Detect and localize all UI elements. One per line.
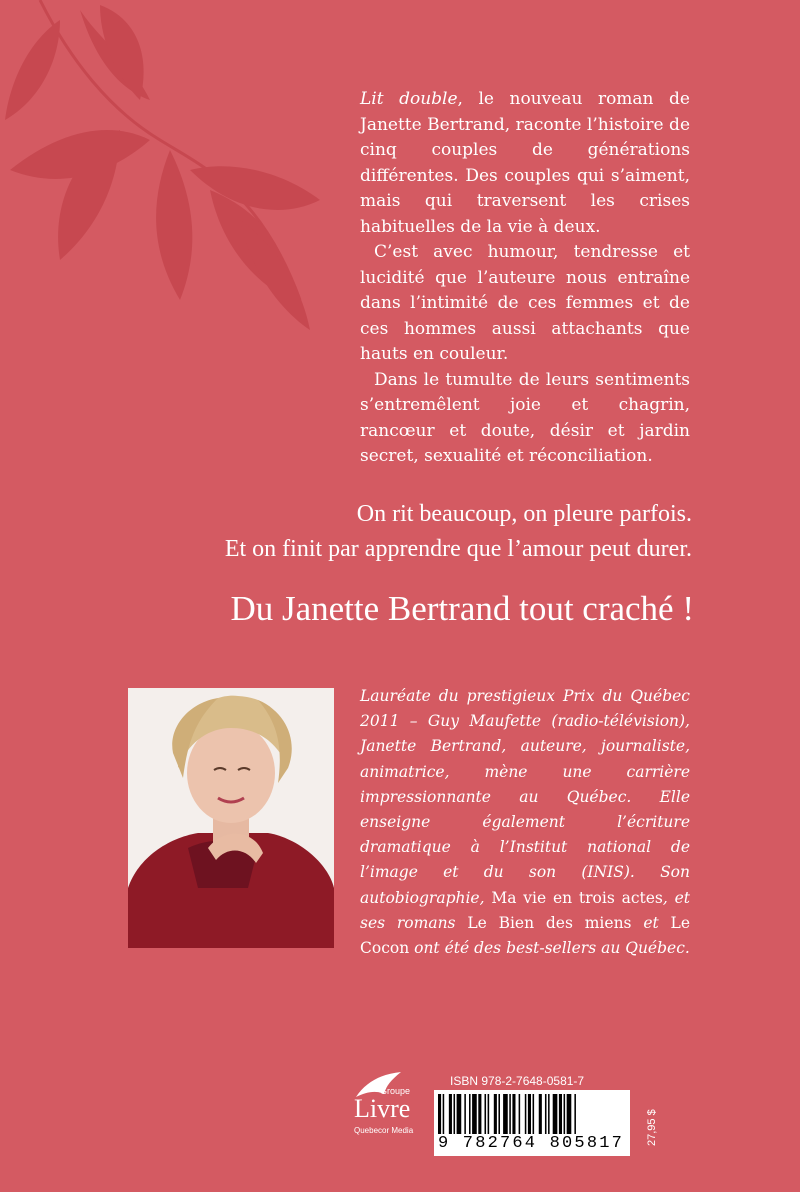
barcode-bar [559, 1094, 562, 1134]
barcode-bar [457, 1094, 462, 1134]
publisher-logo: Groupe Livre Quebecor Media [344, 1072, 424, 1142]
synopsis-paragraph-2: C’est avec humour, tendresse et lucidité que l’auteure nous entraîne dans l’intimité de ces femmes et de ces hommes aussi attachants que hauts en couleur. [360, 242, 690, 364]
barcode-bar [494, 1094, 497, 1134]
barcode-bar [574, 1094, 576, 1134]
barcode-bar [454, 1094, 456, 1134]
synopsis-paragraph-1: Lit double, le nouveau roman de Janette Bertrand, raconte l’histoire de cinq couples de générations différentes. Des couples qui s’aiment, mais qui traversent les crises habituelles de la vie à deux. [360, 89, 690, 237]
book-title: Lit double [360, 89, 458, 109]
synopsis-paragraph-3: Dans le tumulte de leurs sentiments s’entremêlent joie et chagrin, rancœur et doute, désir et jardin secret, sexualité et réconciliation. [360, 369, 690, 466]
barcode-bar [478, 1094, 481, 1134]
barcode-bar [512, 1094, 515, 1134]
price-label: 27,95 $ [646, 1109, 658, 1146]
barcode-bar [498, 1094, 500, 1134]
barcode-bar [548, 1094, 550, 1134]
barcode-bar [488, 1094, 490, 1134]
tagline [225, 497, 692, 567]
barcode-bar [509, 1094, 511, 1134]
barcode-bar [564, 1094, 566, 1134]
tagline-line-2: Et on finit par apprendre que l’amour peut durer. [224, 536, 692, 562]
barcode [434, 1090, 630, 1156]
author-bio: Lauréate du prestigieux Prix du Québec 2011 – Guy Maufette (radio-télévision), Janette Bertrand, auteure, journaliste, animatrice, mène une carrière impressionnante au Québec. Elle enseigne également l’écriture dramatique à l’Institut national de l’image et du son (INIS). Son autobiographie, Ma vie en trois actes, et ses romans Le Bien des miens et Le Cocon ont été des best-sellers au Québec. [360, 687, 690, 958]
synopsis-text [360, 87, 690, 470]
barcode-bar [539, 1094, 542, 1134]
tagline-line-1: On rit beaucoup, on pleure parfois. [356, 501, 692, 527]
barcode-bar [519, 1094, 521, 1134]
book-title-le-cocon: Le Cocon [360, 913, 690, 958]
barcode-bar [472, 1094, 477, 1134]
barcode-bar [553, 1094, 558, 1134]
barcode-bar [443, 1094, 445, 1134]
barcode-bar [503, 1094, 508, 1134]
isbn-barcode [434, 1072, 630, 1164]
author-photo [128, 688, 334, 948]
barcode-bar [533, 1094, 535, 1134]
leaf-branch-decoration [0, 0, 330, 360]
barcode-bar [545, 1094, 547, 1134]
book-title-ma-vie: Ma vie en trois actes [491, 888, 663, 907]
barcode-bar [469, 1094, 471, 1134]
book-title-le-bien: Le Bien des miens [467, 913, 632, 932]
barcode-bar [567, 1094, 572, 1134]
barcode-bar [485, 1094, 487, 1134]
barcode-bar [449, 1094, 452, 1134]
isbn-label: ISBN 978-2-7648-0581-7 [450, 1074, 585, 1088]
headline: Du Janette Bertrand tout craché ! [230, 589, 694, 628]
barcode-bar [525, 1094, 527, 1134]
barcode-bar [438, 1094, 441, 1134]
barcode-bars [438, 1094, 626, 1134]
barcode-bar [528, 1094, 531, 1134]
barcode-bar [464, 1094, 466, 1134]
isbn-digits: 9 782764 805817 [438, 1134, 625, 1153]
author-portrait-illustration [128, 688, 334, 948]
